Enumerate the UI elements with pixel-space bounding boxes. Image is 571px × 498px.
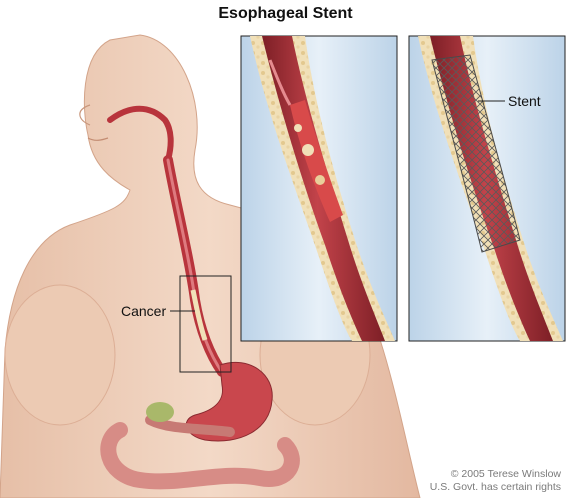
copyright-credit: © 2005 Terese Winslow [450,468,561,480]
tumor-detail-panel [241,36,397,341]
diagram-title: Esophageal Stent [218,5,353,22]
rights-notice: U.S. Govt. has certain rights [429,481,561,493]
stent-detail-panel [409,36,565,341]
cancer-label: Cancer [121,303,167,319]
stent-label: Stent [508,93,541,109]
